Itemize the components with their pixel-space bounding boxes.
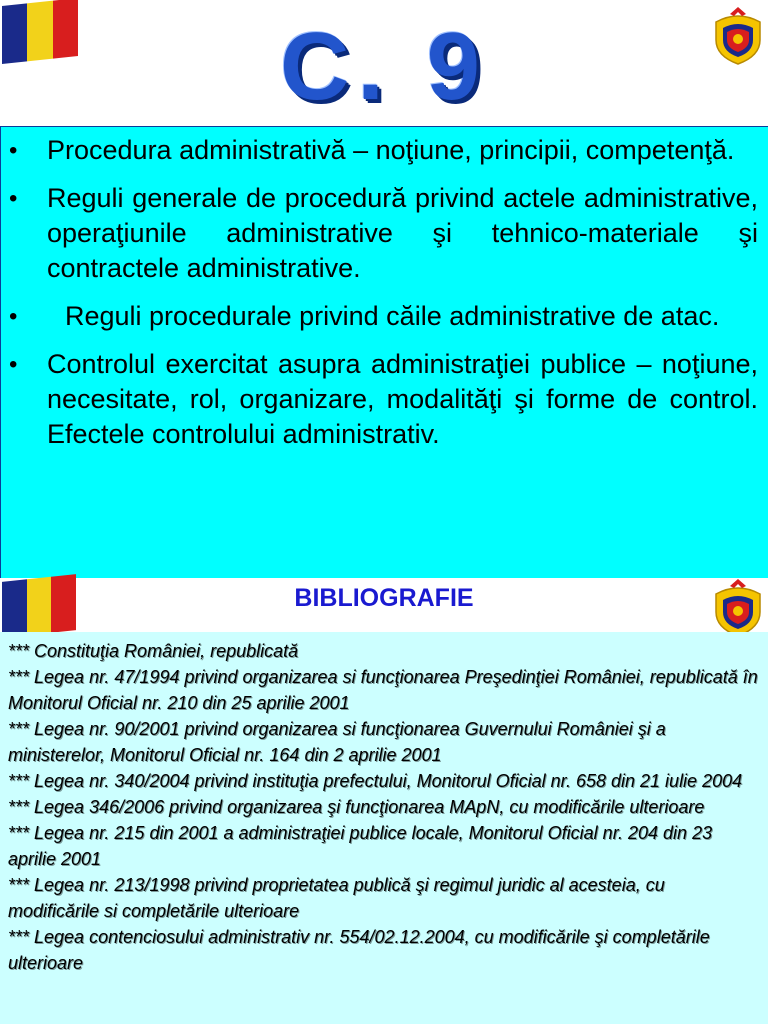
reference-item: *** Legea contenciosului administrativ nr. 554/02.12.2004, cu modificările şi completările ulterioare: [8, 927, 710, 973]
reference-item: *** Legea nr. 213/1998 privind proprietatea publică şi regimul juridic al acesteia, cu modificările si completările ulterioare: [8, 875, 665, 921]
topics-panel: [0, 126, 768, 578]
military-crest-icon: [712, 6, 764, 66]
reference-item: *** Legea nr. 340/2004 privind instituţia prefectului, Monitorul Oficial nr. 658 din 21 iulie 2004: [8, 771, 743, 791]
reference-item: *** Legea nr. 90/2001 privind organizarea si funcţionarea Guvernului României şi a ministerelor, Monitorul Oficial nr. 164 din 2 aprilie 2001: [8, 719, 666, 765]
bullet-icon: •: [9, 303, 18, 330]
reference-item: *** Constituţia României, republicată: [8, 641, 299, 661]
bullet-icon: •: [9, 185, 18, 212]
military-crest-icon: [712, 578, 764, 638]
reference-item: *** Legea nr. 47/1994 privind organizarea si funcţionarea Preşedinţiei României, republicată în Monitorul Oficial nr. 210 din 25 aprilie 2001: [8, 667, 758, 713]
bullet-icon: •: [9, 137, 18, 164]
page-title: C. 9: [279, 13, 489, 120]
topic-item: [1, 347, 758, 452]
bibliography-list: [0, 632, 768, 1024]
topic-text: Controlul exercitat asupra administraţiei publice – noţiune, necesitate, rol, organizare, modalităţi şi forme de control. Efectele controlului administrativ.: [47, 349, 758, 449]
topic-text: Procedura administrativă – noţiune, principii, competenţă.: [47, 135, 735, 165]
reference-item: *** Legea nr. 215 din 2001 a administraţiei publice locale, Monitorul Oficial nr. 204 din 23 aprilie 2001: [8, 823, 713, 869]
topics-list: [1, 127, 768, 452]
bibliography-title: BIBLIOGRAFIE: [294, 584, 474, 612]
bullet-icon: •: [9, 351, 18, 378]
topic-text: Reguli procedurale privind căile administrative de atac.: [65, 301, 720, 331]
reference-item: *** Legea 346/2006 privind organizarea şi funcţionarea MApN, cu modificările ulterioare: [8, 797, 705, 817]
topic-text: Reguli generale de procedură privind actele administrative, operaţiunile administrative şi tehnico-materiale şi contractele administrative.: [47, 183, 758, 283]
topic-item: [1, 133, 758, 168]
topic-item: [1, 181, 758, 286]
topic-item: [1, 299, 758, 334]
